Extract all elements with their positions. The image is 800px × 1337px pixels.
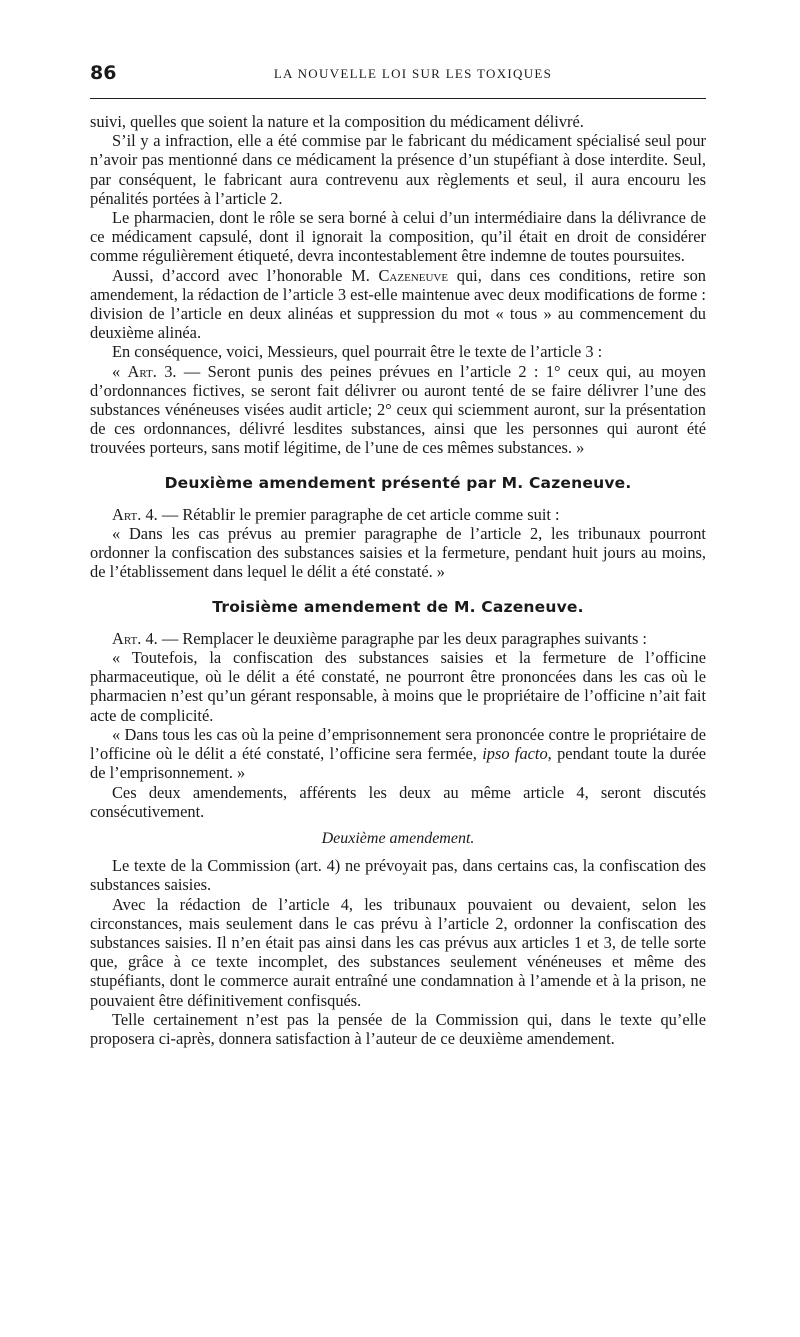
text-run: 4. — Remplacer le deuxième paragraphe par les deux paragraphes suivants : <box>141 628 647 648</box>
text-run: « Dans tous les cas où la peine d’emprisonnement sera prononcée contre le propriétaire de l’officine où le délit a été constaté, l’officine sera fermée, <box>90 724 706 764</box>
text-run: 4. — Rétablir le premier paragraphe de cet article comme suit : <box>141 504 560 524</box>
person-name: Cazeneuve <box>378 265 449 285</box>
paragraph: En conséquence, voici, Messieurs, quel pourrait être le texte de l’article 3 : <box>112 342 603 362</box>
paragraph <box>90 266 706 343</box>
article-label: Art. <box>112 628 142 648</box>
section-heading: Troisième amendement de M. Cazeneuve. <box>212 597 584 616</box>
paragraph: suivi, quelles que soient la nature et la composition du médicament délivré. <box>90 112 584 131</box>
paragraph <box>90 725 706 783</box>
text-run: 3. — Seront punis des peines prévues en l’article 2 : 1° ceux qui, au moyen d’ordonnances fictives, se seront fait délivrer ou auront tenté de se faire délivrer l’une des substances vénéneuses visées audit article; 2° ceux qui sciemment auront, sur la présentation de ces ordonnances, délivré lesdites substances, ainsi que les personnes qui auront été trouvées porteurs, sans motif légitime, de l’une de ces mêmes substances. » <box>90 361 706 458</box>
running-title: LA NOUVELLE LOI SUR LES TOXIQUES <box>273 66 553 81</box>
text-run: qui, dans ces conditions, retire son amendement, la rédaction de l’article 3 est-elle maintenue avec deux modifications de forme : division de l’article en deux alinéas et suppression du mot « tous » au commencement du deuxième alinéa. <box>90 265 706 343</box>
paragraph: « Dans les cas prévus au premier paragraphe de l’article 2, les tribunaux pourront ordonner la confiscation des substances saisies et la fermeture, pendant huit jours au moins, de l’établissement dans lequel le délit a été constaté. » <box>90 524 706 582</box>
body-text <box>90 112 706 1048</box>
article-label: Art. <box>127 361 157 381</box>
paragraph <box>90 505 706 524</box>
paragraph: « Toutefois, la confiscation des substances saisies et la fermeture de l’officine pharmaceutique, où le délit a été constaté, ne pourront être prononcées dans les cas où le pharmacien n’est qu’un gérant responsable, à moins que le propriétaire de l’officine n’ait fait acte de complicité. <box>90 648 706 725</box>
italic-phrase: ipso facto <box>482 744 548 764</box>
header-rule <box>90 98 706 99</box>
paragraph: Avec la rédaction de l’article 4, les tribunaux pouvaient ou devaient, selon les circonstances, mais seulement dans le cas prévu à l’article 2, ordonner la confiscation des substances saisies. Il n’en était pas ainsi dans les cas prévus aux articles 1 et 3, de telle sorte que, grâce à ce texte incomplet, des substances seulement vénéneuses et même des stupéfiants, dont le commerce aurait entraîné une condamnation à l’amende et à la prison, ne pouvaient être définitivement confisqués. <box>90 894 706 1010</box>
paragraph: Ces deux amendements, afférents les deux au même article 4, seront discutés consécutivement. <box>90 782 706 821</box>
paragraph: Le texte de la Commission (art. 4) ne prévoyait pas, dans certains cas, la confiscation des substances saisies. <box>90 856 706 895</box>
text-run: Aussi, d’accord avec l’honorable M. <box>112 265 379 285</box>
section-heading: Deuxième amendement présenté par M. Cazeneuve. <box>164 473 632 492</box>
paragraph: Telle certainement n’est pas la pensée de la Commission qui, dans le texte qu’elle proposera ci-après, donnera satisfaction à l’auteur de ce deuxième amendement. <box>90 1009 706 1048</box>
paragraph: S’il y a infraction, elle a été commise par le fabricant du médicament spécialisé seul pour n’avoir pas mentionné dans ce médicament la présence d’un stupéfiant à dose interdite. Seul, par conséquent, le fabricant aura contrevenu aux règlements et seul, il aura encouru les pénalités portées à l’article 2. <box>90 131 706 208</box>
subsection-heading: Deuxième amendement. <box>321 829 475 847</box>
article-label: Art. <box>112 504 142 524</box>
page-header <box>90 62 706 92</box>
paragraph: Le pharmacien, dont le rôle se sera borné à celui d’un intermédiaire dans la délivrance de ce médicament capsulé, dont il ignorait la composition, qu’il était en droit de considérer comme régulièrement étiqueté, devra incontestablement être indemne de toutes poursuites. <box>90 208 706 266</box>
page-number: 86 <box>90 62 117 84</box>
quoted-article <box>90 362 706 458</box>
paragraph <box>90 629 706 648</box>
text-run: , pendant toute la durée de l’emprisonnement. » <box>90 744 707 783</box>
text-run: « <box>112 361 128 381</box>
